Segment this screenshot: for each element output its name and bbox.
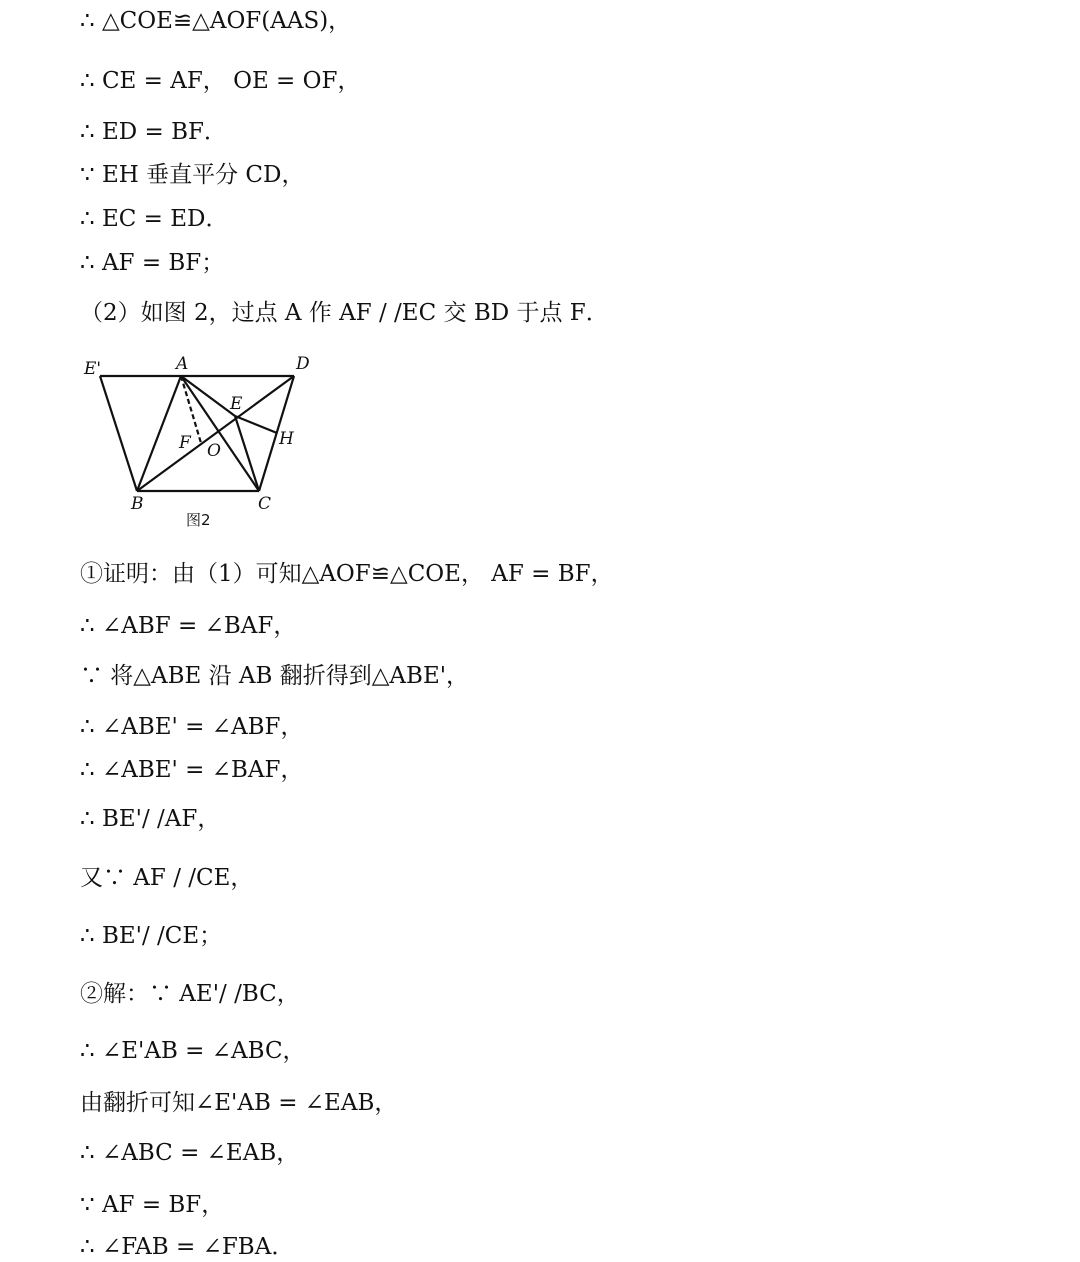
proof-line-15: ②解：∵ AE'/ /BC，	[80, 981, 300, 1007]
label-c: C	[258, 494, 272, 514]
proof-line-3: ∴ ED = BF．	[80, 119, 227, 145]
proof-line-18: ∴ ∠ABC = ∠EAB，	[80, 1140, 300, 1166]
label-e: E	[230, 394, 243, 414]
proof-line-1: ∴ △COE≌△AOF(AAS)，	[80, 8, 352, 34]
label-o: O	[207, 441, 221, 461]
segment-e-h	[235, 416, 277, 433]
proof-line-14: ∴ BE'/ /CE；	[80, 923, 223, 949]
label-b: B	[131, 494, 144, 514]
label-e-prime: E'	[84, 359, 102, 379]
figure-caption: 图2	[186, 511, 211, 529]
proof-line-5: ∴ EC = ED．	[80, 206, 229, 232]
segment-a-c	[181, 376, 259, 491]
label-h: H	[279, 429, 294, 449]
proof-line-11: ∴ ∠ABE' = ∠BAF，	[80, 757, 304, 783]
geometry-figure-2	[80, 350, 320, 535]
segment-e1-b	[100, 376, 137, 491]
proof-line-8: ∴ ∠ABF = ∠BAF，	[80, 613, 297, 639]
proof-line-16: ∴ ∠E'AB = ∠ABC，	[80, 1038, 306, 1064]
segment-e-c	[235, 416, 259, 491]
proof-line-19: ∵ AF = BF，	[80, 1192, 225, 1218]
label-d: D	[296, 354, 310, 374]
proof-line-2: ∴ CE = AF， OE = OF，	[80, 68, 361, 94]
label-f: F	[179, 433, 191, 453]
proof-line-17: 由翻折可知∠E'AB = ∠EAB，	[80, 1090, 398, 1116]
segment-a-e	[181, 376, 235, 416]
proof-line-12: ∴ BE'/ /AF，	[80, 806, 221, 832]
proof-line-20: ∴ ∠FAB = ∠FBA．	[80, 1234, 295, 1260]
proof-line-9: ∵ 将△ABE 沿 AB 翻折得到△ABE'，	[80, 663, 470, 689]
proof-line-7: ①证明：由（1）可知△AOF≌△COE， AF = BF，	[80, 561, 614, 587]
part2-heading: （2）如图 2，过点 A 作 AF / /EC 交 BD 于点 F．	[80, 300, 609, 326]
segment-b-d	[137, 376, 294, 491]
label-a: A	[176, 354, 189, 374]
proof-line-10: ∴ ∠ABE' = ∠ABF，	[80, 714, 304, 740]
proof-line-13: 又∵ AF / /CE，	[80, 865, 254, 891]
proof-line-4: ∵ EH 垂直平分 CD，	[80, 162, 305, 188]
proof-line-6: ∴ AF = BF；	[80, 250, 225, 276]
